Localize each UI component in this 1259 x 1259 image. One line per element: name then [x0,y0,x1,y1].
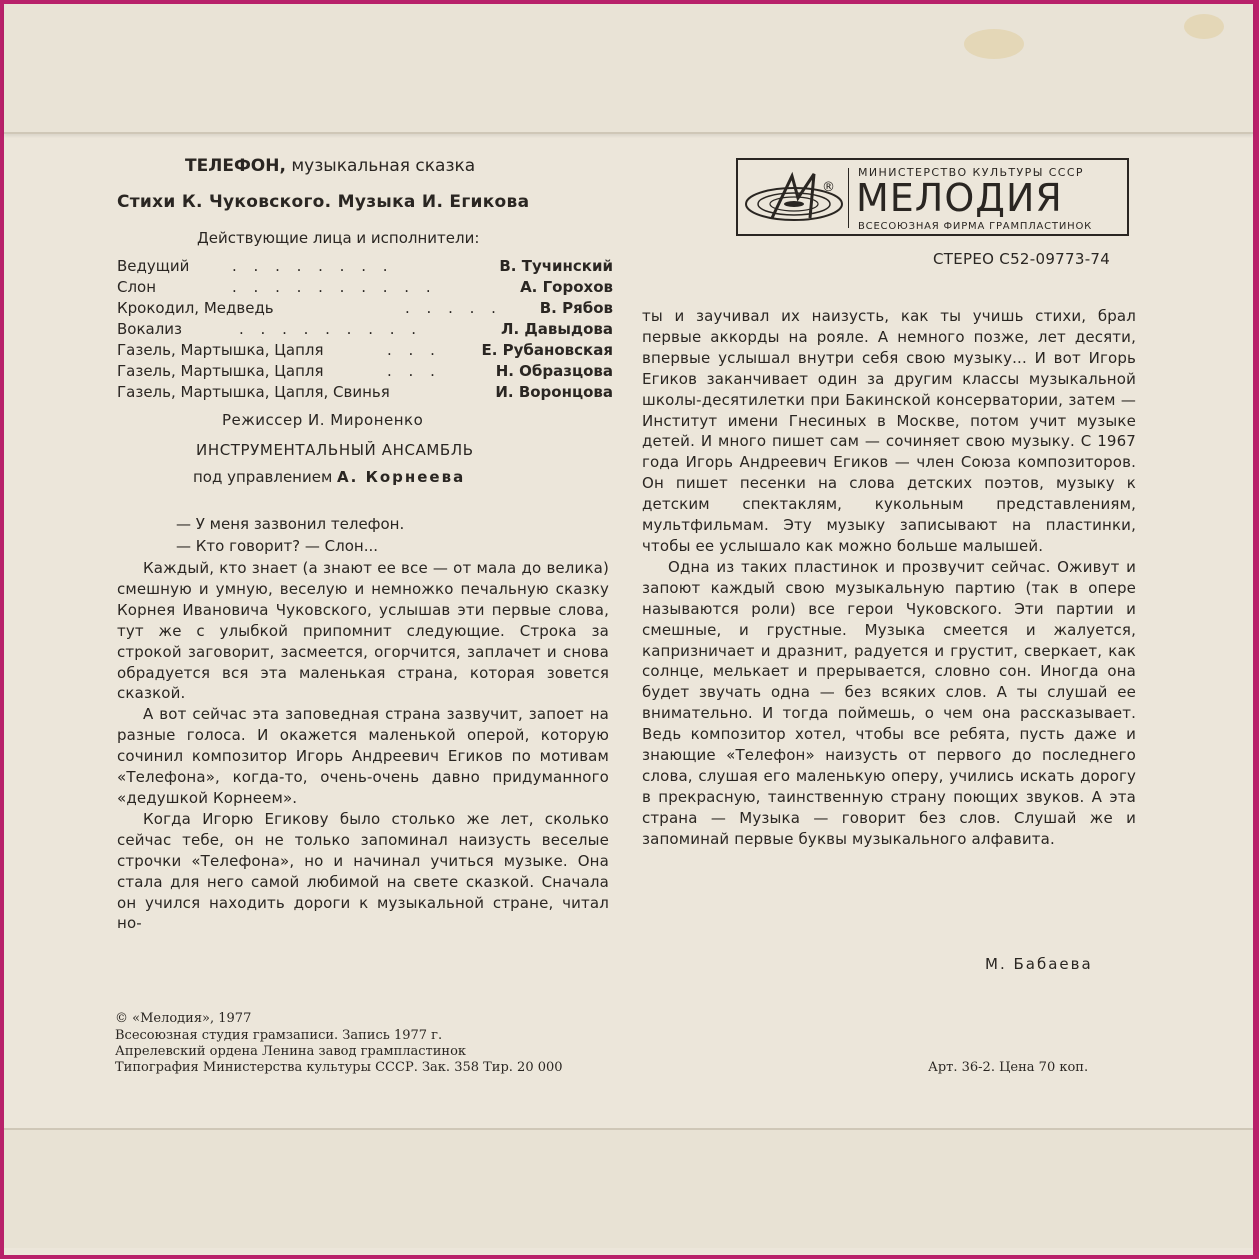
cast-dots: . . . [387,362,441,380]
imprint-line: © «Мелодия», 1977 [115,1011,252,1026]
imprint-line: Апрелевский ордена Ленина завод грампластинок [115,1044,467,1059]
cast-role: Ведущий [117,257,190,275]
cast-row [117,341,613,361]
imprint-line: Всесоюзная студия грамзаписи. Запись 1977 г. [115,1028,443,1043]
cast-dots: . . . . . [405,299,502,317]
cast-performer: А. Горохов [520,278,613,296]
cast-heading: Действующие лица и исполнители: [197,229,480,247]
price-label: Арт. 36-2. Цена 70 коп. [928,1060,1089,1075]
dialog-line: — У меня зазвонил телефон. [176,515,405,533]
cast-dots: . . . [387,341,441,359]
cast-dots: . . . . . . . . . [239,320,423,338]
text-paragraph: Каждый, кто знает (а знают ее все — от мала до велика) смешную и умную, веселую и немножко печальную сказку Корнея Ивановича Чуковского, услышав эти первые слова, тут же с улыбкой припомнит следующие. Строка за строкой заговорит, засмеется, огорчится, заплачет и снова обрадуется вся эта маленькая страна, которая зовется сказкой. [117,559,609,703]
registered-mark: ® [822,180,835,195]
logo-divider [848,168,849,228]
cast-role: Слон [117,278,157,296]
cast-role: Вокализ [117,320,183,338]
cast-performer: Е. Рубановская [481,341,613,359]
cast-performer: В. Рябов [539,299,613,317]
cast-row [117,320,613,340]
record-subtitle: Стихи К. Чуковского. Музыка И. Егикова [117,192,530,212]
cast-dots: . . . . . . . . [232,257,394,275]
logo-ministry-text: МИНИСТЕРСТВО КУЛЬТУРЫ СССР [858,166,1084,179]
conductor-credit: под управлением А. Корнеева [193,468,466,486]
right-column-text [642,306,1136,850]
dialog-line: — Кто говорит? — Слон... [176,537,379,555]
logo-firm-text: ВСЕСОЮЗНАЯ ФИРМА ГРАМПЛАСТИНОК [858,221,1093,232]
cast-row [117,362,613,382]
author-signature: М. Бабаева [985,955,1093,973]
cast-role: Крокодил, Медведь [117,299,274,317]
cast-performer: И. Воронцова [495,383,613,401]
director-credit: Режиссер И. Мироненко [222,411,424,429]
cast-role: Газель, Мартышка, Цапля, Свинья [117,383,390,401]
left-column-text [117,558,609,934]
cast-role: Газель, Мартышка, Цапля [117,341,324,359]
cast-performer: Н. Образцова [495,362,613,380]
catalog-number: СТЕРЕО С52-09773-74 [933,250,1111,268]
logo-brand-text: МЕЛОДИЯ [856,176,1063,220]
text-paragraph: ты и заучивал их наизусть, как ты учишь стихи, брал первые аккорды на рояле. А немного позже, лет десяти, впервые услышал внутри себя свою музыку... И вот Игорь Егиков заканчивает один за другим классы музыкальной школы-десятилетки при Бакинской консерватории, затем — Институт имени Гнесиных в Москве, потом учит музыке детей. И много пишет сам — сочиняет свою музыку. С 1967 года Игорь Андреевич Егиков — член Союза композиторов. Он пишет песенки на слова детских поэтов, музыку к детским спектаклям, кукольным представлениям, мультфильмам. Эту музыку записывают на пластинки, чтобы ее услышало как можно больше малышей. [642,307,1136,555]
cast-row [117,299,613,319]
cast-row [117,383,613,403]
record-title: ТЕЛЕФОН, музыкальная сказка [185,156,476,176]
text-paragraph: А вот сейчас эта заповедная страна зазвучит, запоет на разные голоса. И окажется маленькой оперой, которую сочинил композитор Игорь Андреевич Егиков по мотивам «Телефона», когда-то, очень-очень давно придуманного «дедушкой Корнеем». [117,705,609,807]
cast-performer: В. Тучинский [499,257,613,275]
text-paragraph: Когда Игорю Егикову было столько же лет, сколько сейчас тебе, он не только запоминал наизусть веселые строчки «Телефона», но и начинал учиться музыке. Она стала для него самой любимой на свете сказкой. Сначала он учился находить дороги к музыкальной стране, читал но- [117,809,609,933]
cast-role: Газель, Мартышка, Цапля [117,362,324,380]
melodiya-emblem-icon [742,168,846,230]
cast-performer: Л. Давыдова [501,320,613,338]
ensemble-credit: ИНСТРУМЕНТАЛЬНЫЙ АНСАМБЛЬ [196,441,474,459]
cast-dots: . . . . . . . . . . [232,278,437,296]
cast-row [117,257,613,277]
imprint-line: Типография Министерства культуры СССР. Зак. 358 Тир. 20 000 [115,1060,563,1075]
cast-row [117,278,613,298]
text-paragraph: Одна из таких пластинок и прозвучит сейчас. Оживут и запоют каждый свою музыкальную партию (так в опере называются роли) все герои Чуковского. Эти партии и смешные, и грустные. Музыка смеется и жалуется, капризничает и дразнит, радуется и грустит, сверкает, как солнце, мелькает и прерывается, словно сон. Иногда она будет звучать одна — без всяких слов. А ты слушай ее внимательно. И тогда поймешь, о чем она рассказывает. Ведь композитор хотел, чтобы все ребята, пусть даже и знающие «Телефон» наизусть от первого до последнего слова, слушая его маленькую оперу, учились искать дорогу в прекрасную, таинственную страну поющих звуков. А эта страна — Музыка — говорит без слов. Слушай же и запоминай первые буквы музыкального алфавита. [642,557,1136,848]
